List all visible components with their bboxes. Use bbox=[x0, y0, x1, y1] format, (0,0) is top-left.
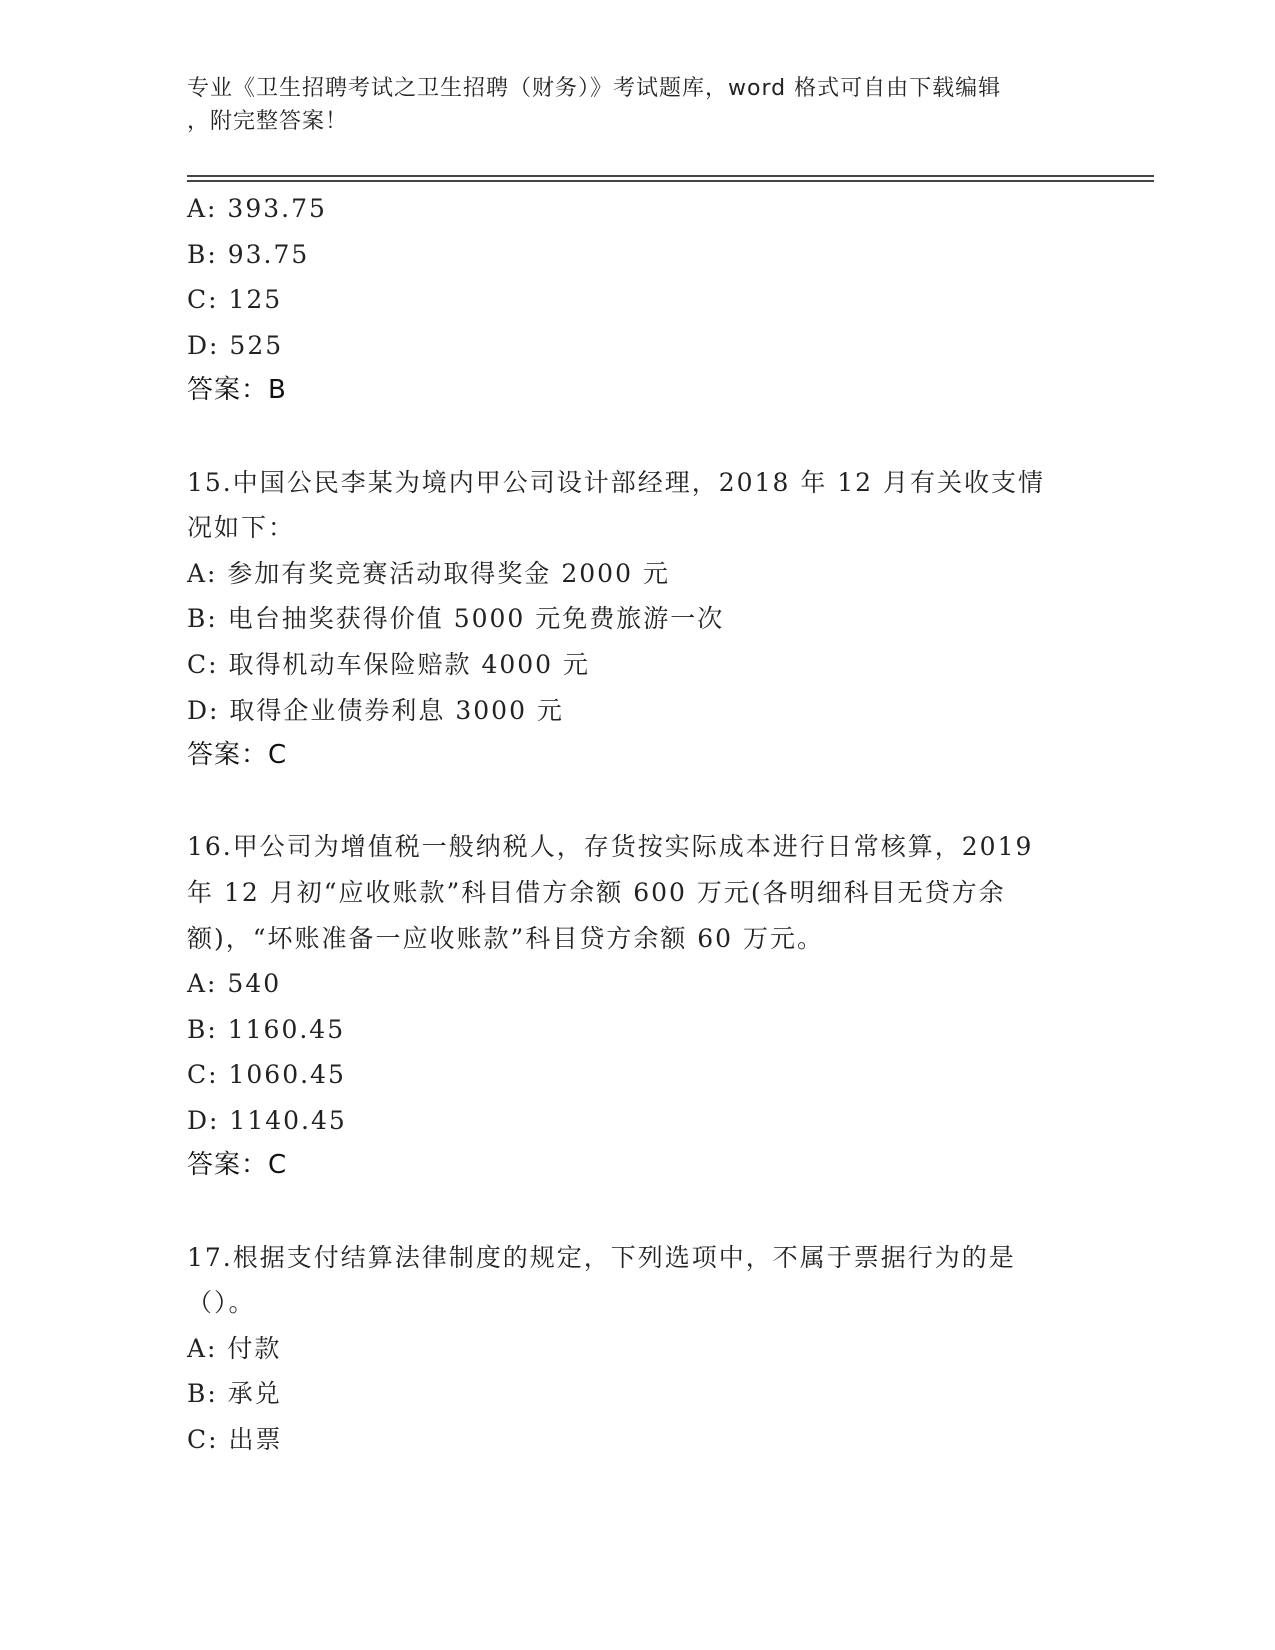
option-b: B: 承兑 bbox=[187, 1379, 282, 1409]
option-c: C: 1060.45 bbox=[187, 1060, 346, 1090]
option-a: A: 付款 bbox=[187, 1333, 282, 1363]
document-header bbox=[187, 72, 1077, 138]
question-text-line-1: 15.中国公民李某为境内甲公司设计部经理，2018 年 12 月有关收支情 bbox=[187, 467, 1046, 497]
option-b: B: 1160.45 bbox=[187, 1014, 346, 1044]
option-b: B: 93.75 bbox=[187, 239, 310, 269]
header-divider-top bbox=[187, 175, 1154, 177]
question-text-line-2: 年 12 月初“应收账款”科目借方余额 600 万元(各明细科目无贷方余 bbox=[187, 877, 1006, 907]
option-a: A: 540 bbox=[187, 969, 282, 999]
question-text bbox=[187, 824, 1082, 961]
header-line-1: 专业《卫生招聘考试之卫生招聘（财务）》考试题库，word 格式可自由下载编辑 bbox=[187, 76, 1002, 101]
option-d: D: 取得企业债券利息 3000 元 bbox=[187, 695, 564, 725]
answer-line: 答案：C bbox=[187, 740, 288, 771]
option-a: A: 393.75 bbox=[187, 194, 327, 223]
option-a: A: 参加有奖竞赛活动取得奖金 2000 元 bbox=[187, 558, 670, 588]
option-b: B: 电台抽奖获得价值 5000 元免费旅游一次 bbox=[187, 604, 725, 634]
question-17 bbox=[187, 1235, 1087, 1463]
header-line-2: ，附完整答案！ bbox=[187, 109, 349, 134]
question-text-line-3: 额)，“坏账准备一应收账款”科目贷方余额 60 万元。 bbox=[187, 923, 825, 953]
question-text bbox=[187, 460, 1082, 551]
question-spacer bbox=[187, 779, 1087, 825]
question-text-line-1: 17.根据支付结算法律制度的规定，下列选项中，不属于票据行为的是 bbox=[187, 1242, 1016, 1272]
question-text-line-2: 况如下： bbox=[187, 513, 296, 543]
option-c: C: 取得机动车保险赔款 4000 元 bbox=[187, 649, 591, 679]
question-text-line-2: （）。 bbox=[187, 1288, 256, 1318]
option-c: C: 出票 bbox=[187, 1425, 283, 1455]
option-d: D: 1140.45 bbox=[187, 1105, 347, 1135]
answer-line: 答案：B bbox=[187, 375, 287, 406]
option-c: C: 125 bbox=[187, 285, 283, 315]
question-spacer bbox=[187, 1189, 1087, 1235]
header-divider-bottom bbox=[187, 180, 1154, 182]
question-14 bbox=[187, 186, 1087, 414]
option-d: D: 525 bbox=[187, 330, 284, 360]
answer-line: 答案：C bbox=[187, 1150, 288, 1181]
question-spacer bbox=[187, 414, 1087, 460]
question-16 bbox=[187, 824, 1087, 1189]
question-list bbox=[187, 186, 1087, 1463]
question-text-line-1: 16.甲公司为增值税一般纳税人，存货按实际成本进行日常核算，2019 bbox=[187, 832, 1034, 862]
question-15 bbox=[187, 460, 1087, 779]
question-text bbox=[187, 1235, 1082, 1326]
